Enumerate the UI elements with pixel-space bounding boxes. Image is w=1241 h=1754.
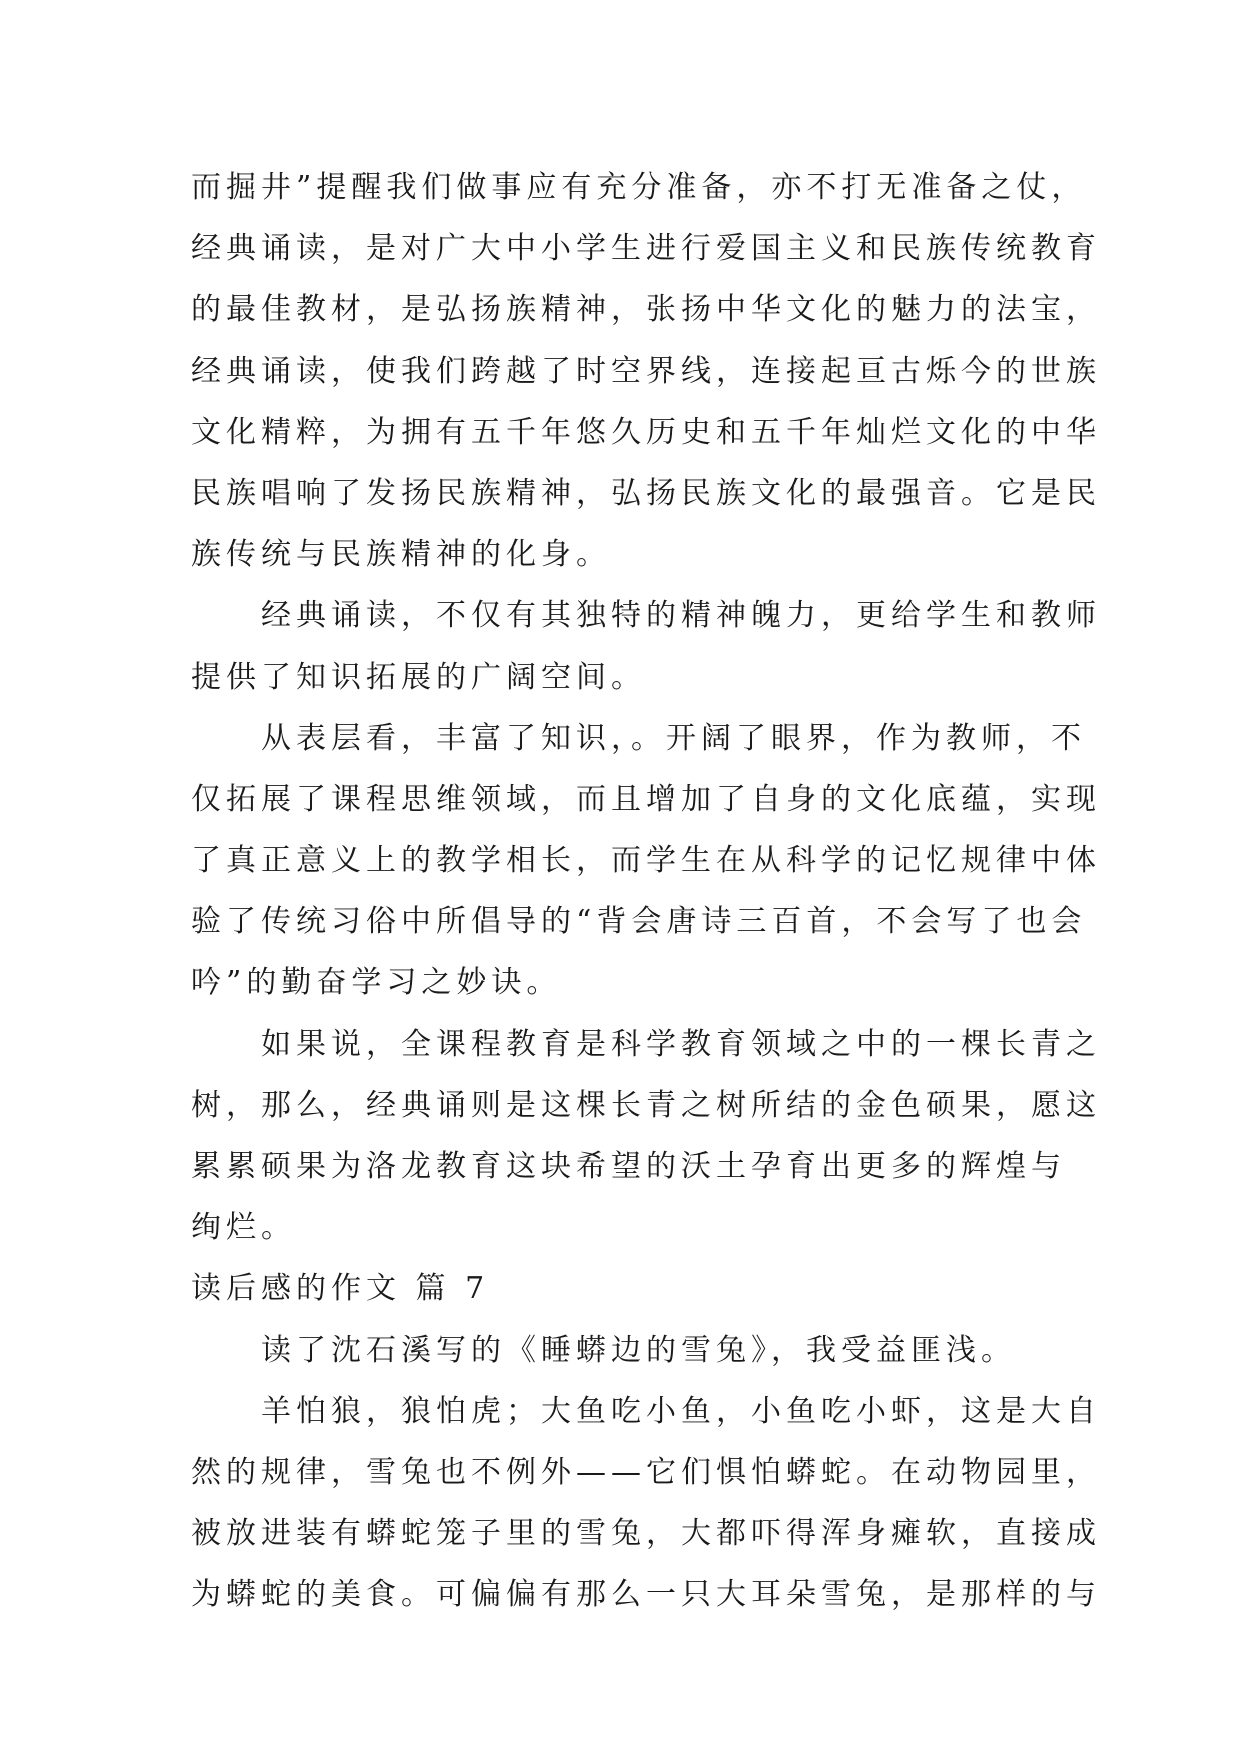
paragraph-line: 仅拓展了课程思维领域，而且增加了自身的文化底蕴，实现 [191,781,1101,817]
paragraph-line: 然的规律，雪兔也不例外——它们惧怕蟒蛇。在动物园里， [191,1454,1101,1490]
paragraph-first-line: 经典诵读，不仅有其独特的精神魄力，更给学生和教师 [261,598,1101,634]
paragraph-line: 文化精粹，为拥有五千年悠久历史和五千年灿烂文化的中华 [191,414,1101,450]
paragraph-first-line: 如果说，全课程教育是科学教育领域之中的一棵长青之 [261,1026,1101,1062]
section-heading: 读后感的作文 篇 7 [191,1271,490,1307]
paragraph-line: 的最佳教材，是弘扬族精神，张扬中华文化的魅力的法宝， [191,292,1101,328]
paragraph-line: 累累硕果为洛龙教育这块希望的沃土孕育出更多的辉煌与 [191,1149,1066,1184]
paragraph-line: 验了传统习俗中所倡导的“背会唐诗三百首，不会写了也会 [191,904,1087,940]
paragraph-line: 族传统与民族精神的化身。 [191,537,611,573]
paragraph-line: 吟”的勤奋学习之妙诀。 [191,965,562,1001]
paragraph-line: 经典诵读，是对广大中小学生进行爱国主义和民族传统教育 [191,231,1101,267]
paragraph-line: 被放进装有蟒蛇笼子里的雪兔，大都吓得浑身瘫软，直接成 [191,1516,1101,1552]
paragraph-first-line: 羊怕狼，狼怕虎；大鱼吃小鱼，小鱼吃小虾，这是大自 [261,1393,1101,1429]
paragraph-first-line: 读了沈石溪写的《睡蟒边的雪兔》，我受益匪浅。 [261,1332,1016,1368]
paragraph-line: 经典诵读，使我们跨越了时空界线，连接起亘古烁今的世族 [191,353,1101,389]
paragraph-line: 而掘井”提醒我们做事应有充分准备，亦不打无准备之仗， [191,170,1087,205]
paragraph-line: 了真正意义上的教学相长，而学生在从科学的记忆规律中体 [191,843,1101,879]
paragraph-line: 提供了知识拓展的广阔空间。 [191,659,646,695]
paragraph-line: 绚烂。 [191,1210,296,1246]
paragraph-line: 为蟒蛇的美食。可偏偏有那么一只大耳朵雪兔，是那样的与 [191,1577,1101,1613]
paragraph-first-line: 从表层看，丰富了知识，。开阔了眼界，作为教师，不 [261,720,1086,756]
document-page [191,157,1101,1626]
paragraph-line: 民族唱响了发扬民族精神，弘扬民族文化的最强音。它是民 [191,475,1101,511]
paragraph-line: 树，那么，经典诵则是这棵长青之树所结的金色硕果，愿这 [191,1087,1101,1123]
